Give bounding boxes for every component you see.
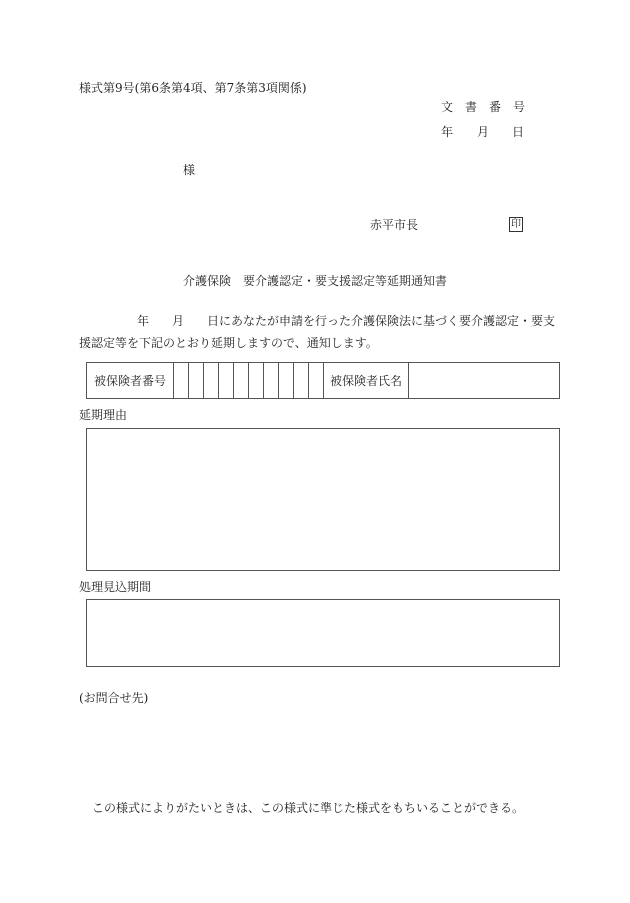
- document-title: 介護保険 要介護認定・要支援認定等延期通知書: [183, 274, 448, 288]
- body-month: 月: [172, 314, 185, 328]
- period-field[interactable]: [86, 599, 560, 667]
- period-label: 処理見込期間: [79, 580, 152, 594]
- reason-field[interactable]: [86, 428, 560, 571]
- insured-number-label: 被保険者番号: [87, 363, 174, 399]
- insured-info-table: [86, 362, 560, 399]
- body-line-1: 日にあなたが申請を行った介護保険法に基づく要介護認定・要支: [207, 314, 556, 328]
- reason-label: 延期理由: [79, 408, 128, 422]
- date-month: 月: [477, 125, 490, 139]
- insured-number-digit[interactable]: [234, 363, 249, 399]
- seal-mark: 印: [511, 219, 521, 230]
- recipient-honorific: 様: [183, 163, 196, 177]
- form-number: 様式第9号(第6条第4項、第7条第3項関係): [79, 81, 307, 95]
- date-day: 日: [512, 125, 525, 139]
- insured-number-digit[interactable]: [189, 363, 204, 399]
- insured-name-label: 被保険者氏名: [324, 363, 409, 399]
- date-year: 年: [441, 125, 454, 139]
- insured-number-digit[interactable]: [174, 363, 189, 399]
- body-line-2: 援認定等を下記のとおり延期しますので、通知します。: [79, 336, 378, 350]
- insured-number-digit[interactable]: [219, 363, 234, 399]
- body-year: 年: [137, 314, 150, 328]
- insured-number-digit[interactable]: [204, 363, 219, 399]
- footer-note: この様式によりがたいときは、この様式に準じた様式をもちいることができる。: [92, 801, 525, 815]
- insured-number-digit[interactable]: [294, 363, 309, 399]
- document-number-label: 文 書 番 号: [441, 100, 526, 114]
- insured-number-digit[interactable]: [279, 363, 294, 399]
- contact-label: (お問合せ先): [79, 691, 149, 705]
- sender-name: 赤平市長: [370, 218, 419, 232]
- insured-number-digit[interactable]: [264, 363, 279, 399]
- insured-number-digit[interactable]: [249, 363, 264, 399]
- insured-name-field[interactable]: [409, 363, 560, 399]
- insured-number-digit[interactable]: [309, 363, 324, 399]
